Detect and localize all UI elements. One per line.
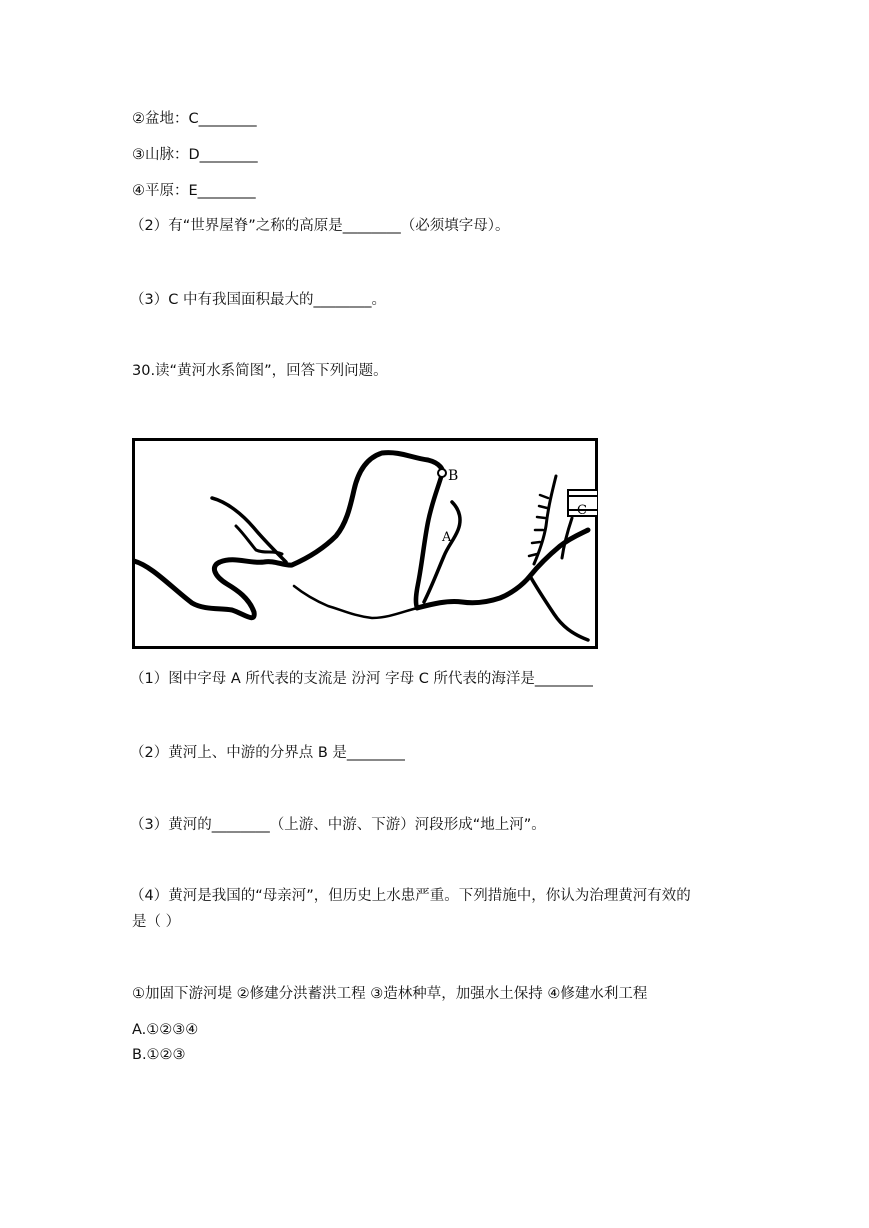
prev-q2: （2）有“世界屋脊”之称的高原是________（必须填字母）。 <box>130 218 510 234</box>
label-b: B <box>448 468 459 484</box>
q30-part-2: （2）黄河上、中游的分界点 B 是________ <box>130 745 405 761</box>
q30-part-4-line-2: 是（ ） <box>132 914 181 930</box>
q30-part-1: （1）图中字母 A 所代表的支流是 汾河 字母 C 所代表的海洋是________ <box>130 671 593 687</box>
question-30-title: 30.读“黄河水系简图”，回答下列问题。 <box>132 363 388 379</box>
label-c: C <box>577 503 587 518</box>
yellow-river-map <box>132 438 598 649</box>
mountain-line: ③山脉：D________ <box>132 147 258 163</box>
option-a[interactable]: A.①②③④ <box>132 1022 199 1038</box>
option-b[interactable]: B.①②③ <box>132 1047 186 1063</box>
prev-q3: （3）C 中有我国面积最大的________。 <box>130 292 386 308</box>
label-a: A <box>442 530 452 545</box>
q30-part-4-line-1: （4）黄河是我国的“母亲河”，但历史上水患严重。下列措施中，你认为治理黄河有效的 <box>130 888 691 904</box>
measures-list: ①加固下游河堤 ②修建分洪蓄洪工程 ③造林种草，加强水土保持 ④修建水利工程 <box>132 986 648 1002</box>
basin-line: ②盆地：C________ <box>132 111 257 127</box>
point-b-marker <box>438 469 446 477</box>
plain-line: ④平原：E________ <box>132 183 256 199</box>
q30-part-3: （3）黄河的________（上游、中游、下游）河段形成“地上河”。 <box>130 817 546 833</box>
